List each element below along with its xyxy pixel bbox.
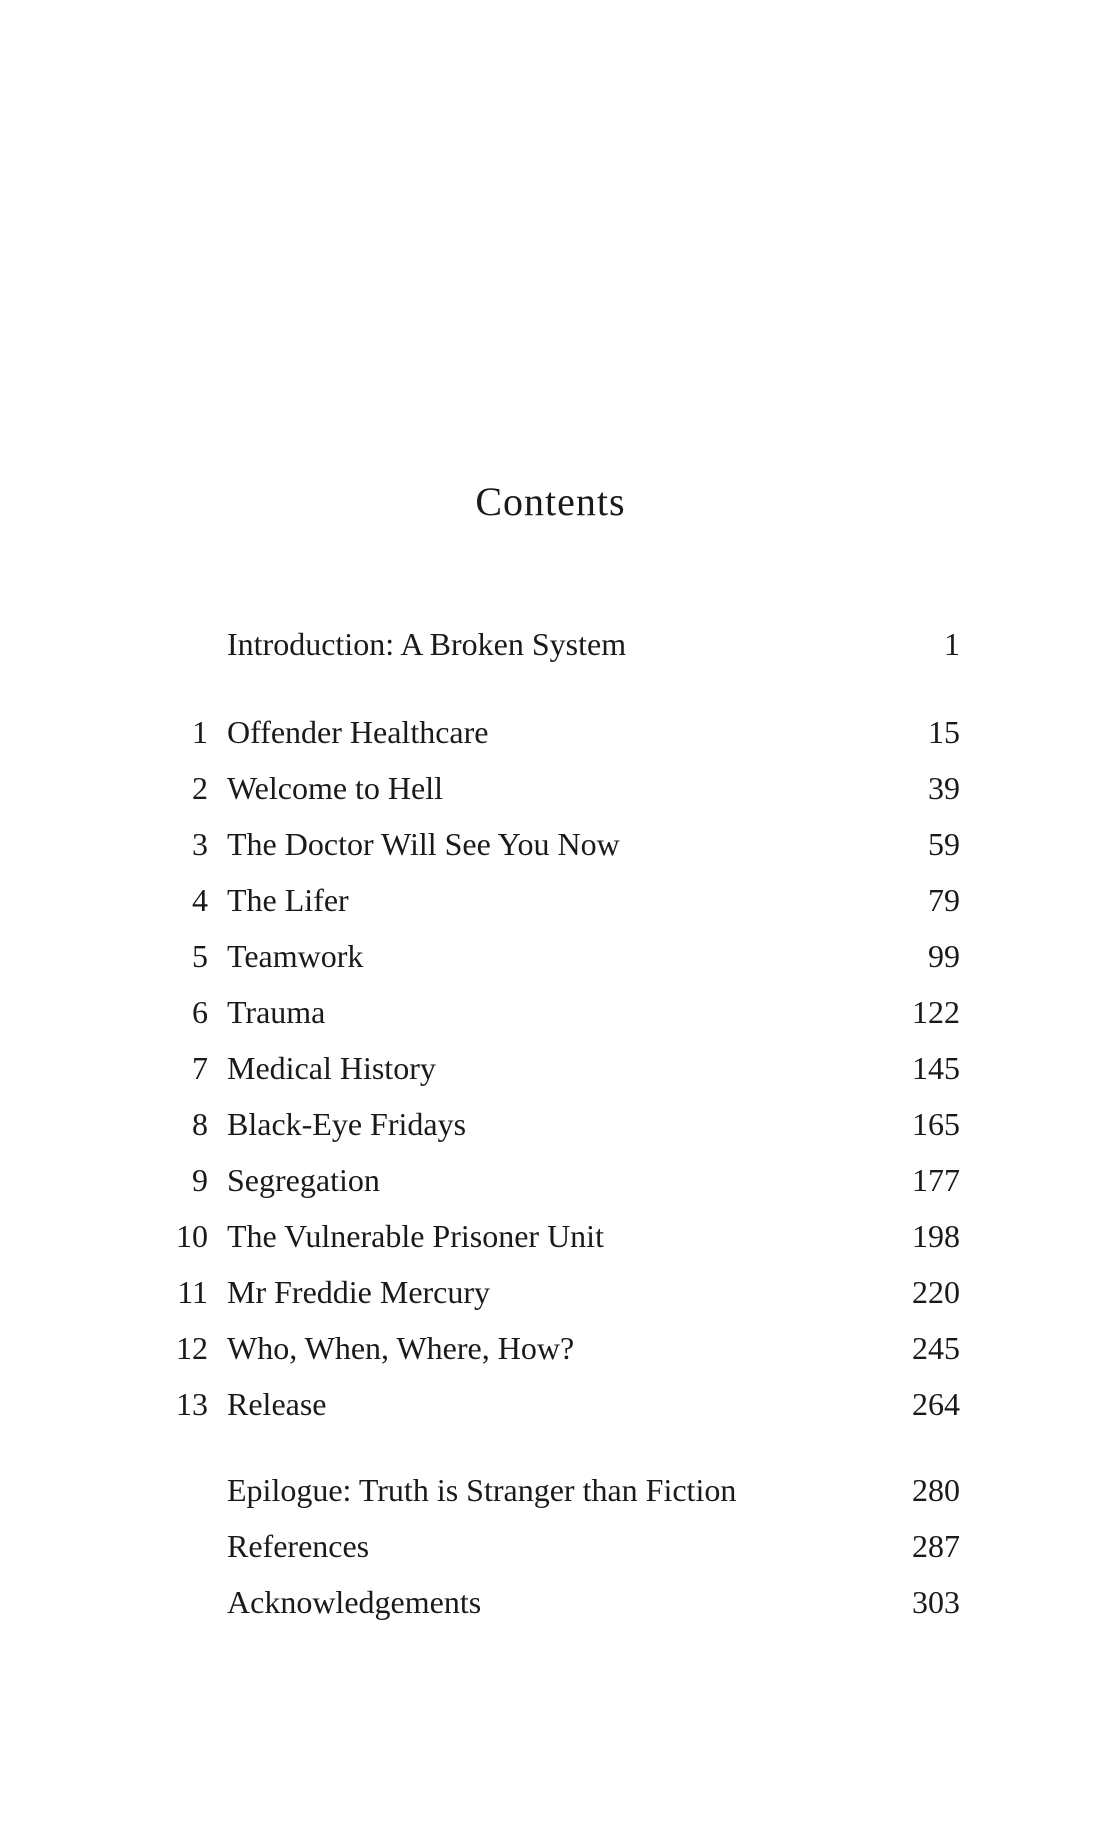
toc-entry-page: 122 (912, 994, 960, 1030)
toc-chapter-number: 3 (192, 826, 208, 862)
toc-chapter-number: 8 (192, 1106, 208, 1142)
toc-entry-title: Mr Freddie Mercury (227, 1274, 491, 1310)
toc-entry-title: Segregation (227, 1162, 380, 1198)
toc-entry-chapter (150, 1326, 960, 1370)
toc-chapter-number: 13 (176, 1386, 208, 1422)
toc-entry-title: Medical History (227, 1050, 436, 1086)
toc-entry-title: Black-Eye Fridays (227, 1106, 467, 1142)
toc-chapter-number: 9 (192, 1162, 208, 1198)
toc-entry-title: Acknowledgements (227, 1584, 482, 1620)
toc-entry-chapter (150, 1214, 960, 1258)
toc-entry-page: 198 (912, 1218, 960, 1254)
toc-entry-title: Who, When, Where, How? (227, 1330, 575, 1366)
toc-entry-chapter (150, 1102, 960, 1146)
toc-entry-chapter (150, 766, 960, 810)
toc-entry-chapter (150, 990, 960, 1034)
toc-entry-title: Epilogue: Truth is Stranger than Fiction (227, 1472, 737, 1508)
toc-entry-chapter (150, 1046, 960, 1090)
toc-entry-chapter (150, 934, 960, 978)
page-title: Contents (475, 479, 626, 524)
toc-chapter-number: 11 (177, 1274, 208, 1310)
toc-entry-page: 99 (928, 938, 960, 974)
toc-chapter-number: 1 (192, 714, 208, 750)
toc-chapter-number: 10 (176, 1218, 208, 1254)
toc-entry-title: References (227, 1528, 370, 1564)
toc-entry-page: 39 (928, 770, 960, 806)
toc-entry-page: 145 (912, 1050, 960, 1086)
toc-entry-title: Offender Healthcare (227, 714, 489, 750)
toc-entry-title: Welcome to Hell (227, 770, 444, 806)
toc-entry-chapter (150, 710, 960, 754)
toc-entry-title: Teamwork (227, 938, 364, 974)
toc-entry-page: 59 (928, 826, 960, 862)
toc-entry-page: 220 (912, 1274, 960, 1310)
toc-entry-introduction (150, 622, 960, 666)
toc-entry-chapter (150, 878, 960, 922)
toc-chapter-number: 4 (192, 882, 208, 918)
toc-entry-title: Introduction: A Broken System (227, 626, 627, 662)
toc-entry-page: 303 (912, 1584, 960, 1620)
toc-entry-chapter (150, 822, 960, 866)
toc-entry-page: 165 (912, 1106, 960, 1142)
toc-entry-chapter (150, 1270, 960, 1314)
toc-chapter-number: 7 (192, 1050, 208, 1086)
toc-entry-page: 79 (928, 882, 960, 918)
toc-entry-chapter (150, 1158, 960, 1202)
toc-entry-title: Release (227, 1386, 327, 1422)
toc-chapter-number: 2 (192, 770, 208, 806)
toc-entry-acknowledgements (150, 1580, 960, 1624)
toc-chapter-number: 12 (176, 1330, 208, 1366)
toc-entry-title: The Lifer (227, 882, 349, 918)
toc-entry-epilogue (150, 1468, 960, 1512)
toc-entry-chapter (150, 1382, 960, 1426)
toc-entry-page: 280 (912, 1472, 960, 1508)
toc-entry-page: 177 (912, 1162, 960, 1198)
toc-chapter-number: 6 (192, 994, 208, 1030)
toc-entry-page: 245 (912, 1330, 960, 1366)
toc-entry-title: Trauma (227, 994, 326, 1030)
toc-entry-page: 15 (928, 714, 960, 750)
toc-chapter-number: 5 (192, 938, 208, 974)
toc-entry-title: The Vulnerable Prisoner Unit (227, 1218, 604, 1254)
toc-entry-page: 287 (912, 1528, 960, 1564)
toc-entry-title: The Doctor Will See You Now (227, 826, 620, 862)
toc-entry-references (150, 1524, 960, 1568)
toc-entry-page: 264 (912, 1386, 960, 1422)
toc-entry-page: 1 (944, 626, 960, 662)
